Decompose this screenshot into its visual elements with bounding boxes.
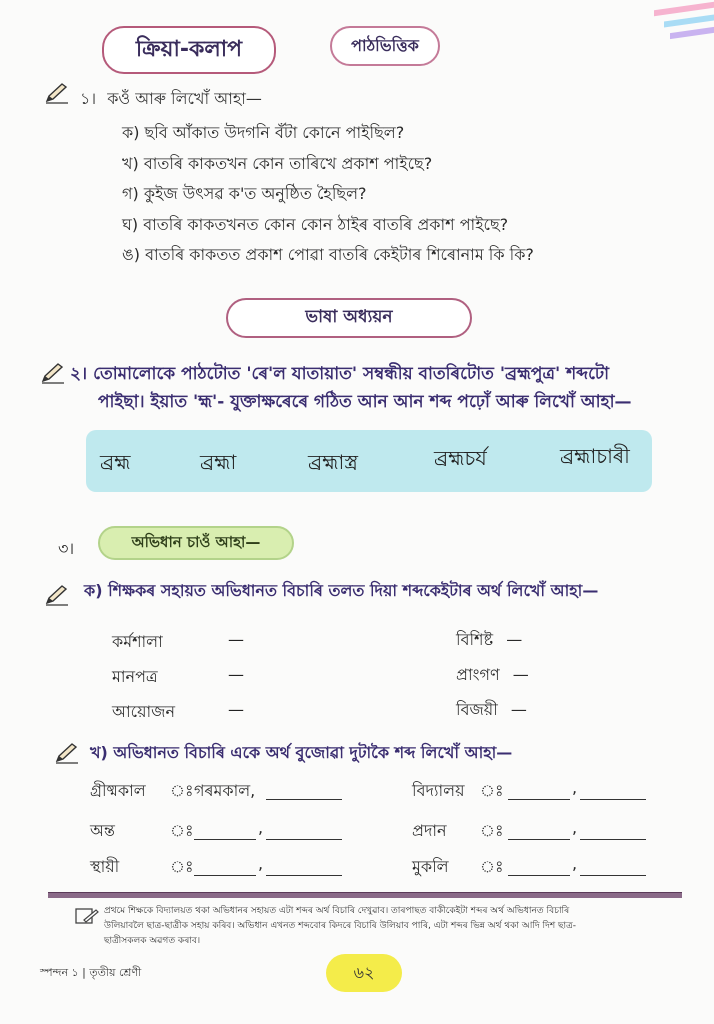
pencil-icon — [44, 584, 70, 606]
note-line: ছাত্ৰীসকলক অৱগত কৰাব। — [104, 936, 201, 946]
word-item: ব্ৰহ্ম — [100, 450, 131, 474]
list-item — [112, 659, 175, 694]
word-item: ব্ৰহ্মাস্ত্ৰ — [308, 450, 359, 474]
page-number-badge — [326, 954, 402, 992]
answer-blank[interactable] — [580, 838, 646, 840]
dictionary-tag — [98, 526, 294, 560]
word: বিজয়ী — [456, 700, 498, 719]
comma: , — [258, 818, 264, 837]
word: গ্ৰীষ্মকাল — [90, 781, 146, 800]
list-item — [456, 657, 529, 692]
list-item: গ) কুইজ উৎসৱ ক'ত অনুষ্ঠিত হৈছিল? — [122, 184, 367, 203]
q1-prompt: কওঁ আৰু লিখোঁ আহা— — [107, 89, 262, 108]
text-based-tag — [330, 26, 440, 66]
colon: ঃ — [480, 821, 504, 840]
word: আয়োজন — [112, 702, 176, 721]
q3b-prompt: খ) অভিধানত বিচাৰি একে অৰ্থ বুজোৱা দুটাকৈ শব্দ লিখোঁ আহা— — [90, 743, 513, 762]
word: অন্ত — [90, 821, 115, 840]
answer-dash: — — [512, 665, 529, 684]
answer-blank[interactable] — [194, 874, 256, 876]
answer-dash: — — [228, 665, 244, 684]
colon: ঃ — [480, 781, 504, 800]
q3b-row — [90, 854, 710, 884]
list-item — [456, 692, 529, 727]
word: কৰ্মশালা — [112, 632, 163, 651]
page-number: ৬২ — [353, 962, 375, 982]
activity-title — [102, 26, 276, 74]
comma: , — [572, 854, 578, 873]
note-line: প্ৰথমে শিক্ষকে বিদ্যালয়ত থকা অভিধানৰ সহায়ত এটা শব্দৰ অৰ্থ বিচাৰি দেখুৱাব। তাৰপাছত বাকীকেইটা শব্দৰ অৰ্থ অভিধানত বিচাৰি — [104, 906, 570, 916]
answer-blank[interactable] — [508, 838, 570, 840]
answer-blank[interactable] — [266, 838, 342, 840]
answer-dash: — — [228, 700, 244, 719]
answer-blank[interactable] — [508, 798, 570, 800]
section-title-text: ভাষা অধ্যয়ন — [305, 307, 393, 327]
book-title: স্পন্দন ১ | তৃতীয় শ্ৰেণী — [40, 966, 142, 979]
q3b-row — [90, 818, 710, 848]
pencil-icon — [40, 362, 66, 384]
activity-title-text: ক্ৰিয়া-কলাপ — [135, 36, 243, 62]
q3a-right-list — [456, 622, 529, 727]
note-divider — [48, 892, 682, 898]
list-item — [112, 694, 175, 729]
answer-dash: — — [228, 630, 244, 649]
answer-dash: — — [506, 630, 523, 649]
section-title — [226, 298, 472, 338]
word: স্থায়ী — [90, 857, 120, 876]
colon: ঃ — [170, 821, 194, 840]
list-item — [456, 622, 529, 657]
word: মানপত্ৰ — [112, 667, 158, 686]
answer-dash: — — [510, 700, 527, 719]
q3b-row — [90, 778, 710, 808]
q3-number: ৩। — [58, 539, 75, 558]
colon: ঃ — [170, 781, 194, 800]
list-item: ঘ) বাতৰি কাকতখনত কোন কোন ঠাইৰ বাতৰি প্ৰকাশ পাইছে? — [122, 214, 509, 234]
word-item: ব্ৰহ্মা — [200, 450, 237, 474]
word-item: ব্ৰহ্মচৰ্য — [434, 446, 487, 470]
colon: ঃ — [480, 857, 504, 876]
dictionary-tag-text: অভিধান চাওঁ আহা— — [131, 532, 261, 551]
q3a-prompt: ক) শিক্ষকৰ সহায়ত অভিধানত বিচাৰি তলত দিয়া শব্দকেইটাৰ অৰ্থ লিখোঁ আহা— — [84, 581, 599, 600]
answer-blank[interactable] — [266, 798, 342, 800]
word: মুকলি — [412, 857, 449, 876]
q1-number: ১। — [80, 89, 97, 108]
pencil-icon — [54, 742, 80, 764]
q2-prompt — [70, 360, 700, 416]
list-item: ক) ছবি আঁকাত উদগনি বঁটা কোনে পাইছিল? — [122, 123, 405, 142]
colon: ঃ — [170, 857, 194, 876]
q1-heading — [80, 86, 262, 113]
q2-number: ২। — [70, 364, 88, 384]
note-line: উলিয়াবলৈ ছাত্ৰ-ছাত্ৰীক সহায় কৰিব। অভিধান এখনত শব্দবোৰ কিদৰে বিচাৰি উলিয়াব পাৰি, এটা শব্দৰ ভিন্ন অৰ্থ থকা আদি দিশ ছাত্ৰ- — [104, 921, 576, 931]
pencil-icon — [44, 82, 70, 104]
word: বিদ্যালয় — [412, 781, 465, 800]
answer-blank[interactable] — [508, 874, 570, 876]
q3a-left-dashes — [228, 622, 244, 727]
word-item: ব্ৰহ্মাচাৰী — [560, 444, 630, 468]
comma: , — [258, 854, 264, 873]
q1-list — [122, 118, 534, 271]
list-item: খ) বাতৰি কাকতখন কোন তাৰিখে প্ৰকাশ পাইছে? — [122, 153, 433, 173]
word: প্ৰাংগণ — [456, 665, 500, 684]
list-item — [112, 624, 175, 659]
answer-blank[interactable] — [266, 874, 342, 876]
word: বিশিষ্ট — [456, 630, 494, 649]
answer-blank[interactable] — [580, 798, 646, 800]
word: প্ৰদান — [412, 821, 447, 840]
comma: , — [572, 818, 578, 837]
word-box — [86, 430, 652, 492]
list-item: ঙ) বাতৰি কাকতত প্ৰকাশ পোৱা বাতৰি কেইটাৰ শিৰোনাম কি কি? — [122, 245, 534, 264]
answer-blank[interactable] — [194, 838, 256, 840]
comma: , — [572, 778, 578, 797]
teacher-note — [104, 904, 684, 949]
q2-line2: পাইছা। ইয়াত 'হ্ম'- যুক্তাক্ষৰেৰে গঠিত আন আন শব্দ পঢ়োঁ আৰু লিখোঁ আহা— — [98, 392, 632, 412]
q3a-left-list — [112, 624, 175, 729]
example-answer: গৰমকাল, — [194, 781, 256, 800]
q2-line1: তোমালোকে পাঠটোত 'ৰে'ল যাতায়াত' সম্বন্ধীয় বাতৰিটোত 'ব্ৰহ্মপুত্ৰ' শব্দটো — [93, 364, 610, 384]
teacher-note-icon — [74, 906, 100, 928]
decorative-streaks — [630, 0, 714, 60]
answer-blank[interactable] — [580, 874, 646, 876]
text-based-tag-text: পাঠভিত্তিক — [351, 35, 419, 55]
